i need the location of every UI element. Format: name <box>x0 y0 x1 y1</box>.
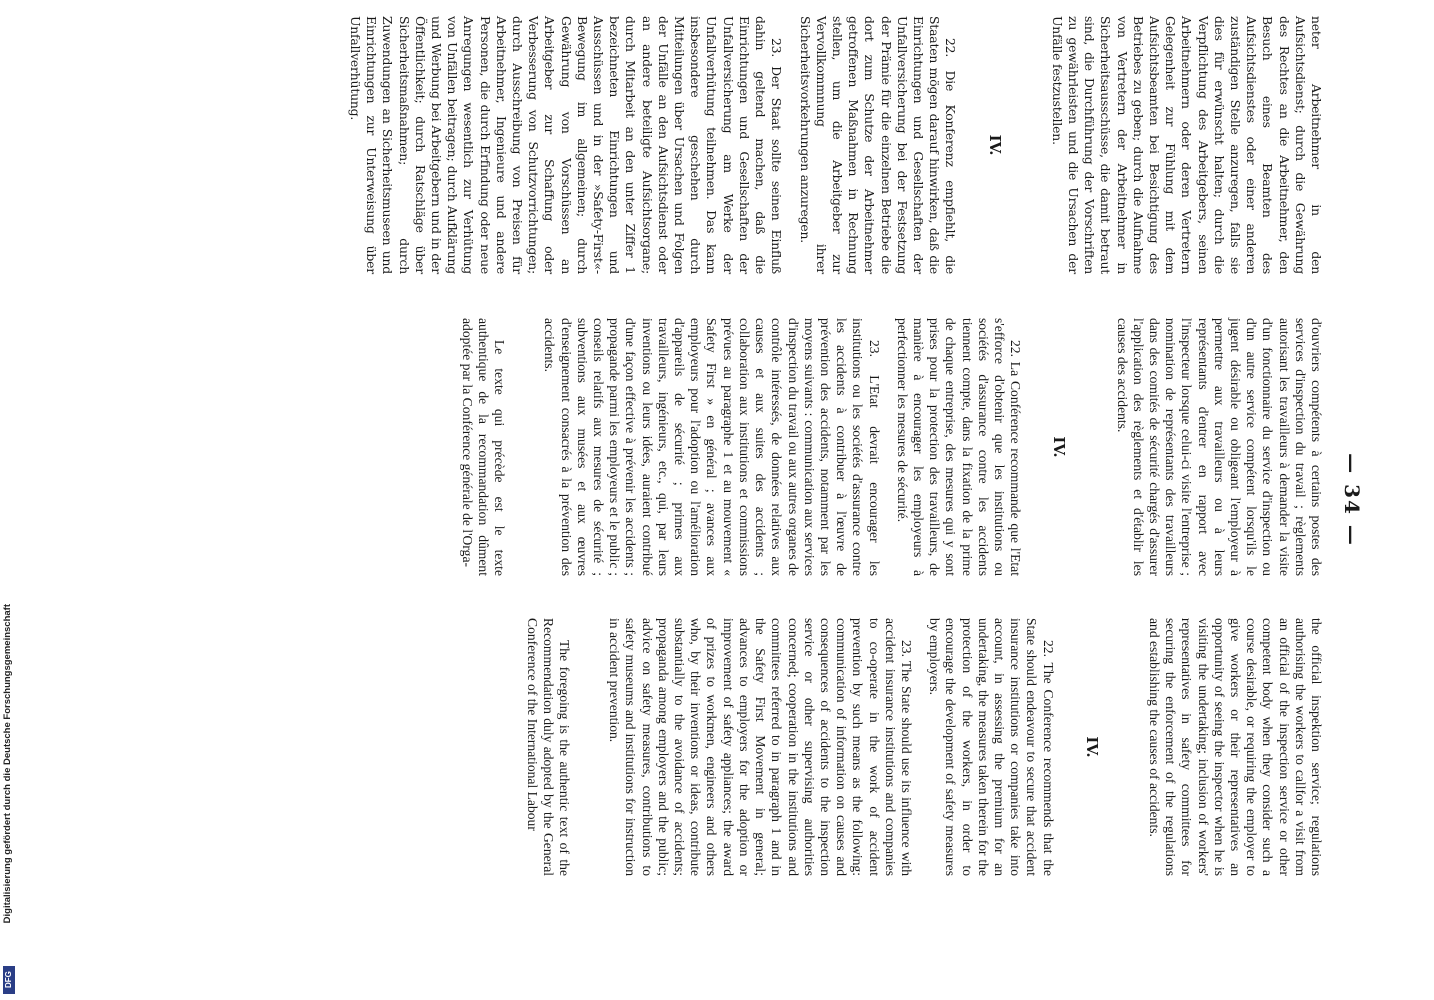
english-paragraph-23: 23. The State should use its influence with accident insurance institutions and companies to co-operate in the work of accident prevention by such means as the following: communication of information on causes and consequences of accidents to the inspection service or other supervising authorities concerned; cooperation in the institutions and committees referred to in paragraph 1 and in the Safety First Movement in general; advances to employers for the adoption or improvement of safety appliances; the award of prizes to workmen, engineers and others who, by their inventions or ideas, contribute substantially to the avoidance of accidents; propaganda among employers and the public; advice on safety measures, contributions to safety museums and institutions for instruction in accident prevention. <box>607 618 914 876</box>
german-paragraph-continuation: neter Arbeitnehmer in den Aufsichtsdienst; durch die Gewährung des Rechtes an die Arbeitnehmer, den Besuch eines Beamten des Aufsichtsdienstes oder einer anderen zuständigen Stelle anzuregen, falls sie dies für erwünscht halten; durch die Verpflichtung des Arbeitgebers, seinen Arbeitnehmern oder deren Vertretern Gelegenheit zur Fühlung mit dem Aufsichtsbeamten bei Besichtigung des Betriebes zu geben; durch die Aufnahme von Vertretern der Arbeitnehmer in Sicherheitsausschüsse, die damit betraut sind, die Durchführung der Vorschriften zu gewährleisten und die Ursachen der Unfälle festzustellen. <box>1049 16 1324 274</box>
english-paragraph-22: 22. The Conference recommends that the State should endeavour to secure that accident insurance institutions or companies take into account, in assessing the premium for an undertaking, the measures taken therein for the protection of the workers, in order to encourage the development of safety measures by employers. <box>927 618 1056 876</box>
english-paragraph-continuation: the official inspektion service; regulations authorising the workers to callfor a visit from an official of the inspection service or other competent body when they consider such a course desirable, or requiring the employer to give workers or their representatives an opportunity of seeing the inspector when he is visiting the undertaking; inclusion of workers' representatives in safety committees for securing the enforcement of the regulations and establishing the causes of accidents. <box>1146 618 1324 876</box>
dfg-logo-icon: DFG <box>3 966 15 994</box>
digitization-note: Digitalisierung gefördert durch die Deutsche Forschungsgemeinschaft <box>2 604 13 924</box>
french-closing-text: Le texte qui précède est le texte authentique de la recommandation dûment adoptée par la Conférence générale de l'Orga- <box>459 318 508 576</box>
french-paragraph-continuation: d'ouvriers compétents à certains postes des services d'inspection du travail ; règlements autorisant les travailleurs à demander la visite d'un fonctionnaire du service d'inspection ou d'un autre service compétent lorsqu'ils le jugent désirable ou obligeant l'employeur à permettre aux travailleurs ou à leurs représentants d'entrer en rapport avec l'inspecteur lorsque celui-ci visite l'entreprise ; nomination de représentants des travailleurs dans des comités de sécurité chargés d'assurer l'application des règlements et d'établir les causes des accidents. <box>1114 318 1324 576</box>
french-paragraph-23: 23. L'Etat devrait encourager les institutions ou les sociétés d'assurance contre les accidents à contribuer à l'œuvre de prévention des accidents, notamment par les moyens suivants : communication aux services d'inspection du travail ou aux autres organes de contrôle intéressés, de données relatives aux causes et aux suites des accidents ; collaboration aux institutions et commissions prévues au paragraphe 1 et au mouvement « Safety First » en général ; avances aux employeurs pour l'adoption ou l'amélioration d'appareils de sécurité ; primes aux travailleurs, ingénieurs, etc., qui, par leurs inventions ou leurs idées, auraient contribué d'une façon effective à prévenir les accidents ; propagande parmi les employeurs et le public ; conseils relatifs aux mesures de sécurité ; subventions aux musées et aux œuvres d'enseignement consacrés à la prévention des accidents. <box>542 318 882 576</box>
german-section-heading: IV. <box>985 134 1004 156</box>
english-section-heading: IV. <box>1082 736 1101 758</box>
german-paragraph-23: 23. Der Staat sollte seinen Einfluß dahin geltend machen, daß die Einrichtungen und Gesellschaften der Unfallversicherung am Werke der Unfallverhütung teilnehmen. Das kann insbesondere geschehen durch Mitteilungen über Ursachen und Folgen der Unfälle an den Aufsichtsdienst oder an andere beteiligte Aufsichtsorgane; durch Mitarbeit an den unter Ziffer 1 bezeichneten Einrichtungen und Ausschüssen und in der »Safety-First«-Bewegung im allgemeinen; durch Gewährung von Vorschüssen an Arbeitgeber zur Schaffung oder Verbesserung von Schutzvorrichtungen; durch Ausschreibung von Preisen für Arbeitnehmer, Ingenieure und andere Personen, die durch Erfindung oder neue Anregungen wesentlich zur Verhütung von Unfällen beitragen; durch Aufklärung und Werbung bei Arbeitgebern und in der Öffentlichkeit; durch Ratschläge über Sicherheitsmaßnahmen; durch Zuwendungen an Sicherheitsmuseen und Einrichtungen zur Unterweisung über Unfallverhütung. <box>348 16 785 274</box>
german-paragraph-22: 22. Die Konferenz empfiehlt, die Staaten mögen darauf hinwirken, daß die Einrichtungen und Gesellschaften der Unfallversicherung bei der Festsetzung der Prämie für die einzelnen Betriebe die dort zum Schutze der Arbeitnehmer getroffenen Maßnahmen in Rechnung stellen, um die Arbeitgeber zur Vervollkommnung ihrer Sicherheitsvorkehrungen anzuregen. <box>797 16 959 274</box>
german-column <box>347 16 1324 274</box>
french-column <box>459 318 1324 576</box>
page-number: — 34 — <box>1340 453 1364 547</box>
french-paragraph-22: 22. La Conférence recommande que l'Etat s'efforce d'obtenir que les institutions ou sociétés d'assurance contre les accidents tiennent compte, dans la fixation de la prime de chaque entreprise, des mesures qui y sont prises pour la protection des travailleurs, de manière à encourager les employeurs à perfectionner les mesures de sécurité. <box>894 318 1024 576</box>
digitization-footer <box>0 0 18 1000</box>
english-column <box>523 618 1324 876</box>
french-section-heading: IV. <box>1050 436 1069 458</box>
english-closing-text: The foregoing is the authentic text of the Recommendation duly adopted by the General Conference of the International Labour <box>524 618 573 876</box>
